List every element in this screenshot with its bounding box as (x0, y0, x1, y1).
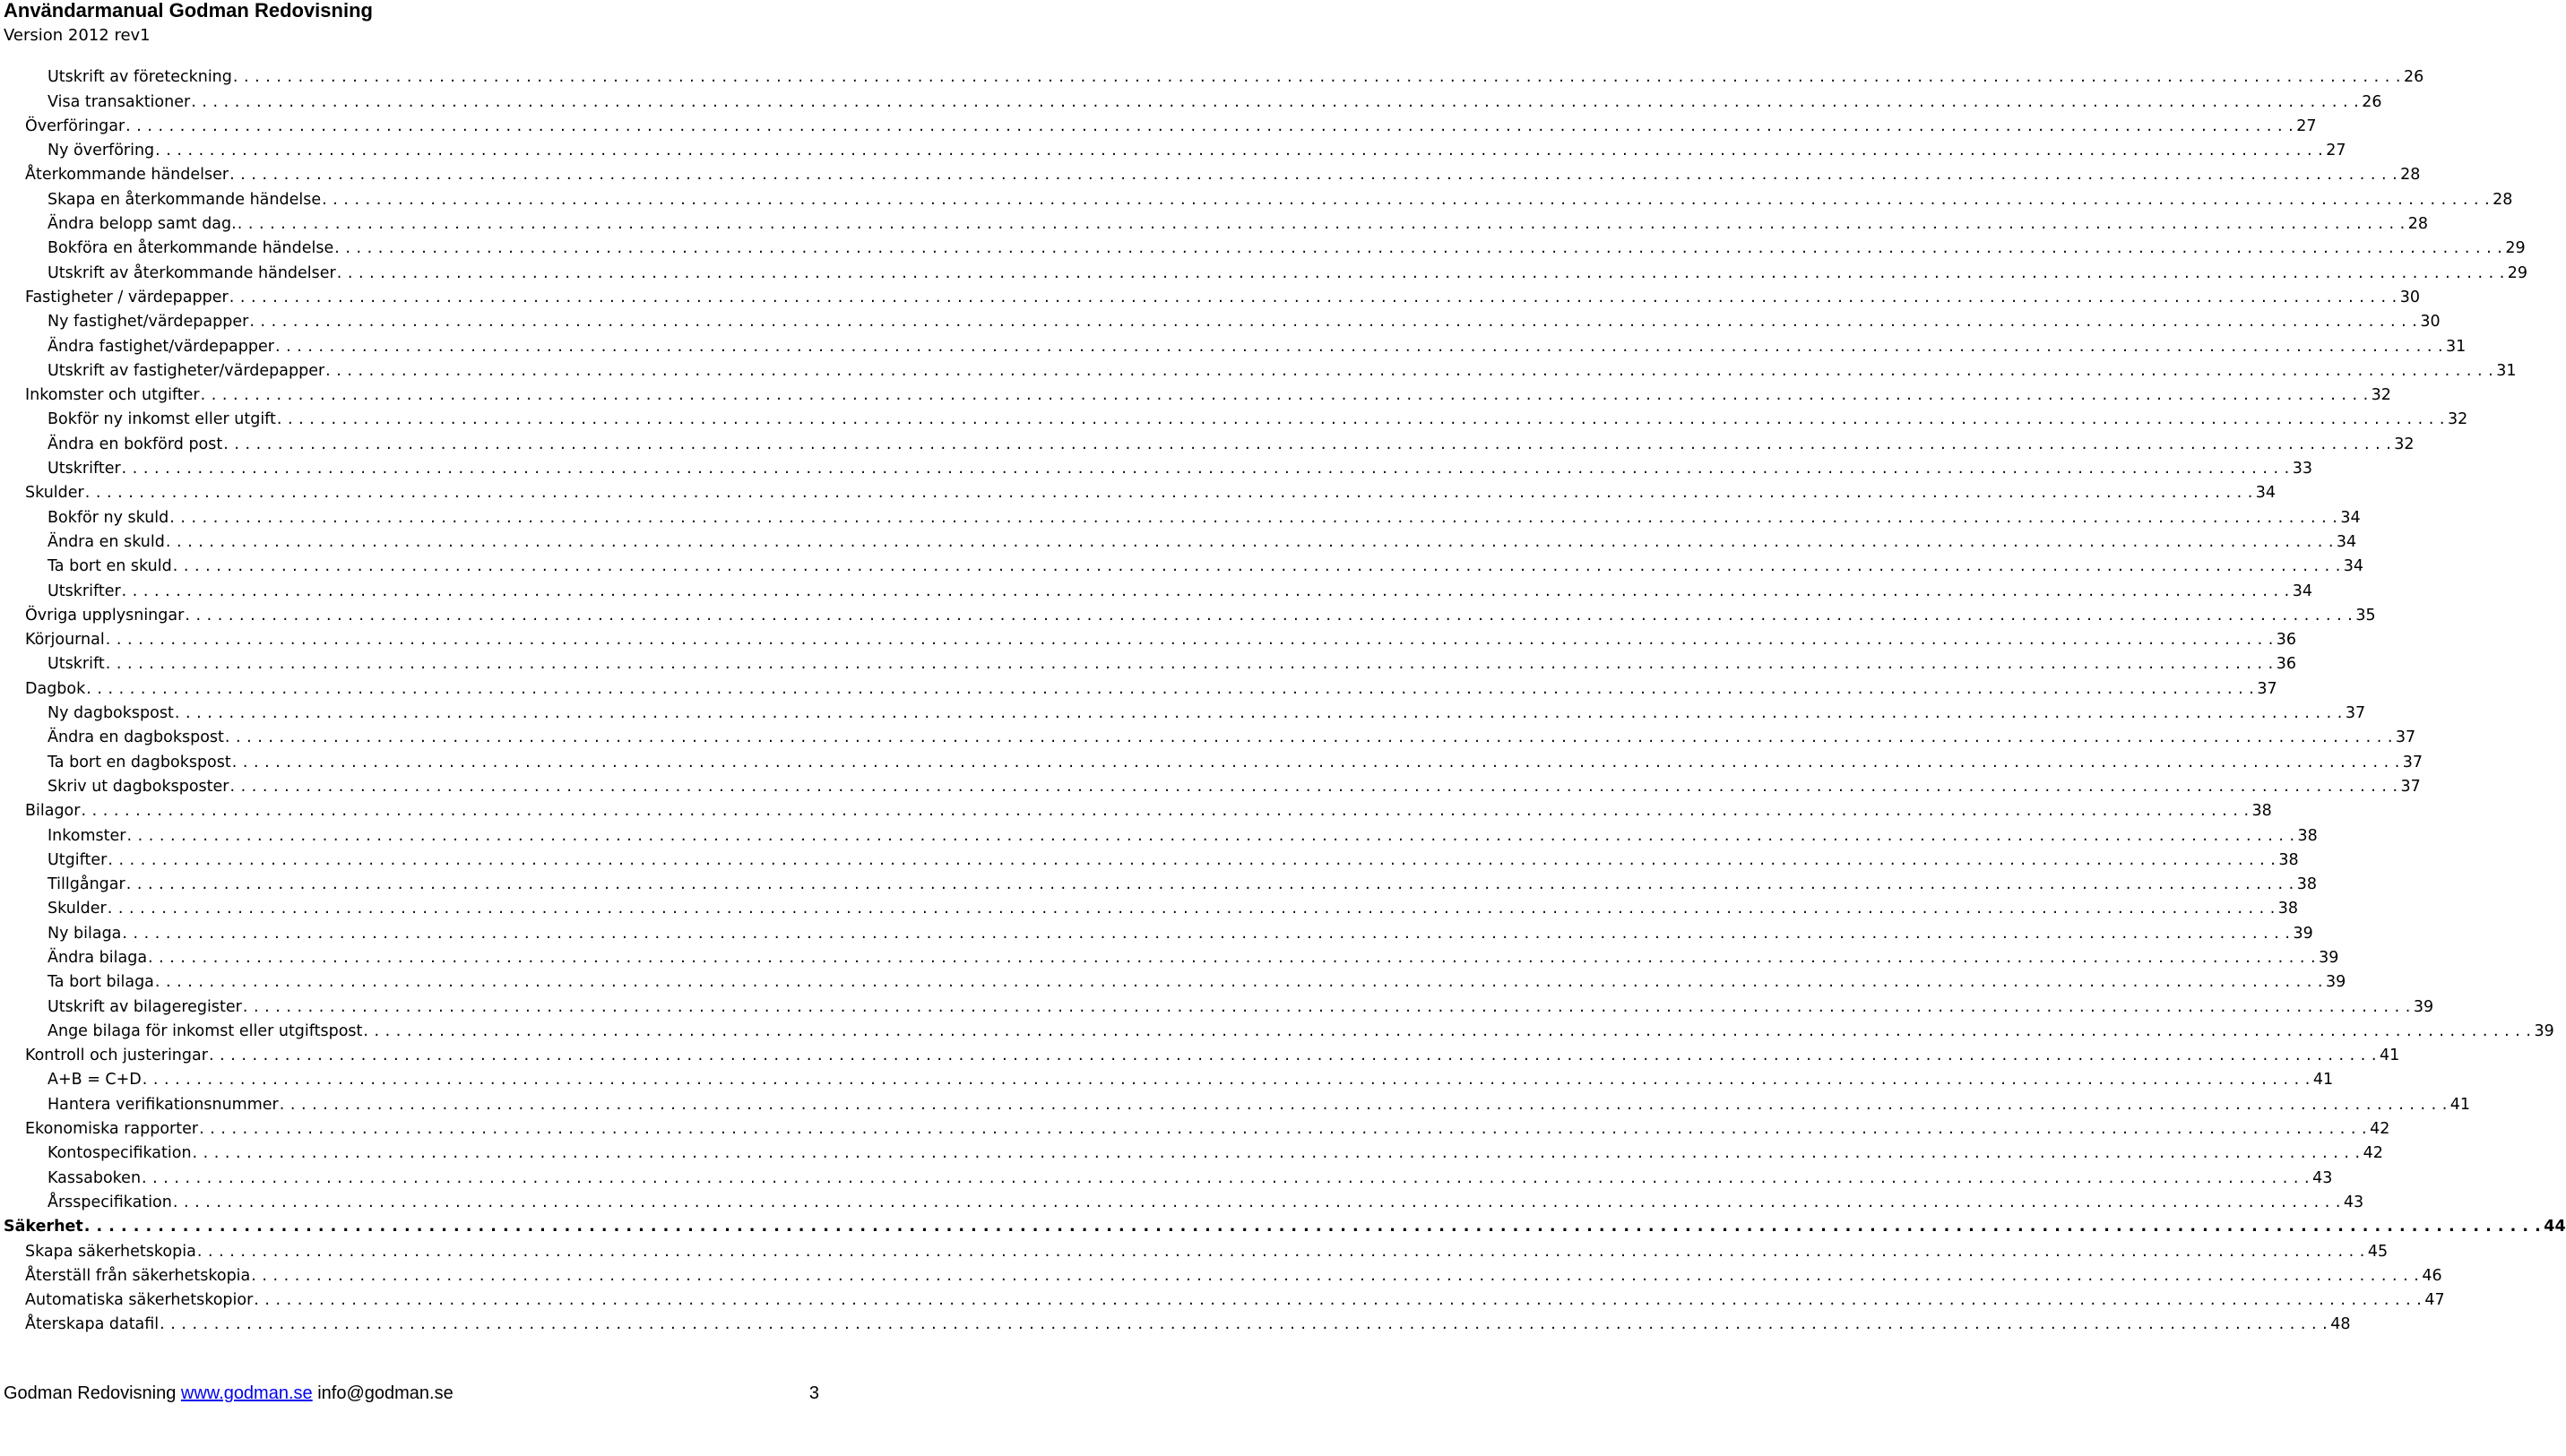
toc-dot-leader: . . . . . . . . . . . . . . . . . . . . . . . . . . . . . . . . . . . . . . . . . . . . . . . . . . . . . . . . . . . . . . . . . . . . . . . . . . . . . . . . . . . . . . . . . . . . . . . . . . . . . . . . . . . . . . . . . . . . . . . . . . . . . . . . . . . . . . . . . . . . . . . . . . . . . . . . . . . . . . . . . . . . . . . . . . . . . . . . . . . . . . . . . . . . . . . . . . . . . . . . (155, 142, 2324, 160)
toc-entry-label: Överföringar (25, 116, 125, 135)
toc-entry-page: 43 (2312, 1168, 2333, 1187)
toc-entry[interactable] (0, 332, 2467, 356)
toc-entry-label: Skapa säkerhetskopia (25, 1242, 196, 1261)
toc-entry[interactable] (0, 185, 2513, 209)
toc-entry[interactable] (0, 405, 2468, 429)
toc-dot-leader: . . . . . . . . . . . . . . . . . . . . . . . . . . . . . . . . . . . . . . . . . . . . . . . . . . . . . . . . . . . . . . . . . . . . . . . . . . . . . . . . . . . . . . . . . . . . . . . . . . . . . . . . . . . . . . . . . . . . . . . . . . . . . . . . . . . . . . . . . . . . . . . . . . . . . . . . . . . . . . . . . . . . . . . . . . . . . . . . . . . . . . . . . . . . . . . . . . . . . . . . (121, 582, 2290, 600)
toc-entry-label: Bilagor (25, 802, 81, 821)
toc-entry-page: 32 (2447, 410, 2468, 429)
toc-dot-leader: . . . . . . . . . . . . . . . . . . . . . . . . . . . . . . . . . . . . . . . . . . . . . . . . . . . . . . . . . . . . . . . . . . . . . . . . . . . . . . . . . . . . . . . . . . . . . . . . . . . . . . . . . . . . . . . . . . . . . . . . . . . . . . . . . . . . . . . . . . . . . . . . . . . . . . . . . . . . . . . . . . . . . . . . . . . . . . . . . . . . . . . . . . . . . . . . . . . . . . . . (199, 1120, 2368, 1139)
toc-dot-leader: . . . . . . . . . . . . . . . . . . . . . . . . . . . . . . . . . . . . . . . . . . . . . . . . . . . . . . . . . . . . . . . . . . . . . . . . . . . . . . . . . . . . . . . . . . . . . . . . . . . . . . . . . . . . . . . . . . . . . . . . . . . . . . . . . . . . . . . . . . . . . . . . . . . . . . . . . . . . . . . . . . . . . . . . . . . . . . . . . . . . . . . . . . . . . . . . . . . . . . . . (191, 92, 2360, 111)
toc-entry[interactable] (0, 528, 2357, 552)
toc-entry-page: 28 (2400, 166, 2421, 185)
toc-entry[interactable] (0, 454, 2312, 478)
toc-entry-label: Tillgångar (48, 875, 125, 894)
toc-dot-leader: . . . . . . . . . . . . . . . . . . . . . . . . . . . . . . . . . . . . . . . . . . . . . . . . . . . . . . . . . . . . . . . . . . . . . . . . . . . . . . . . . . . . . . . . . . . . . . . . . . . . . . . . . . . . . . . . . . . . . . . . . . . . . . . . . . . . . . . . . . . . . . . . . . . . . . . . . . . . . . . . . . . . . . . . . . . . . . . . . . . . . . . . . . . . . . . . . . . . . . . . (160, 1315, 2328, 1334)
toc-dot-leader: . . . . . . . . . . . . . . . . . . . . . . . . . . . . . . . . . . . . . . . . . . . . . . . . . . . . . . . . . . . . . . . . . . . . . . . . . . . . . . . . . . . . . . . . . . . . . . . . . . . . . . . . . . . . . . . . . . . . . . . . . . . . . . . . . . . . . . . . . . . . . . . . . . . . . . . . . . . . . . . . . . . . . . . . . . . . . . . . . . . . . . . . . . . . . . . . . . . . . . . . (105, 631, 2274, 650)
toc-entry-page: 38 (2251, 802, 2272, 821)
footer-website-link[interactable]: www.godman.se (180, 1383, 313, 1403)
toc-entry[interactable] (0, 1090, 2471, 1114)
toc-entry[interactable] (0, 1262, 2442, 1286)
toc-entry[interactable] (0, 772, 2421, 797)
toc-entry-label: Ny bilaga (48, 924, 122, 943)
toc-dot-leader: . . . . . . . . . . . . . . . . . . . . . . . . . . . . . . . . . . . . . . . . . . . . . . . . . . . . . . . . . . . . . . . . . . . . . . . . . . . . . . . . . . . . . . . . . . . . . . . . . . . . . . . . . . . . . . . . . . . . . . . . . . . . . . . . . . . . . . . . . . . . . . . . . . . . . . . . . . . . . . . . . . . . . . . . . . . . . . . . . . . . . . . . . . . . . . . . . . . . . . . . (363, 1021, 2532, 1040)
toc-entry-page: 32 (2371, 386, 2391, 405)
toc-dot-leader: . . . . . . . . . . . . . . . . . . . . . . . . . . . . . . . . . . . . . . . . . . . . . . . . . . . . . . . . . . . . . . . . . . . . . . . . . . . . . . . . . . . . . . . . . . . . . . . . . . . . . . . . . . . . . . . . . . . . . . . . . . . . . . . . . . . . . . . . . . . . . . . . . . . . . . . . . . . . . . . . . . . . . . . . . . . . . . . . . . . . . . . . . . . . . . . . . . . . . . . . (232, 68, 2401, 87)
toc-dot-leader: . . . . . . . . . . . . . . . . . . . . . . . . . . . . . . . . . . . . . . . . . . . . . . . . . . . . . . . . . . . . . . . . . . . . . . . . . . . . . . . . . . . . . . . . . . . . . . . . . . . . . . . . . . . . . . . . . . . . . . . . . . . . . . . . . . . . . . . . . . . . . . . . . . . . . . . . . . . . . . . . . . . . . . . . . . . . . . . . . . . . . . . . . . . . . . . . . . . . . . . . (148, 948, 2317, 967)
toc-dot-leader: . . . . . . . . . . . . . . . . . . . . . . . . . . . . . . . . . . . . . . . . . . . . . . . . . . . . . . . . . . . . . . . . . . . . . . . . . . . . . . . . . . . . . . . . . . . . . . . . . . . . . . . . . . . . . . . . . . . . . . . . . . . . . . . . . . . . . . . . . . . . . . . . . . . . . . . . . . . . . . . . . . . . . . . . . . . . . . . . . . . . . . . . . . . . . . . . . . . . . . . . (125, 116, 2294, 135)
toc-entry[interactable] (0, 846, 2299, 870)
toc-entry-label: Ta bort en dagbokspost (48, 753, 231, 771)
toc-entry-label: Ta bort bilaga (48, 973, 154, 992)
toc-entry-page: 45 (2367, 1242, 2389, 1261)
toc-entry-page: 38 (2277, 900, 2299, 918)
toc-entry-label: Ändra belopp samt dag. (48, 215, 237, 234)
toc-entry-label: Säkerhet (4, 1218, 83, 1236)
toc-entry-label: Skriv ut dagboksposter (48, 777, 229, 796)
toc-entry[interactable] (0, 160, 2421, 185)
toc-dot-leader: . . . . . . . . . . . . . . . . . . . . . . . . . . . . . . . . . . . . . . . . . . . . . . . . . . . . . . . . . . . . . . . . . . . . . . . . . . . . . . . . . . . . . . . . . . . . . . . . . . . . . . . . . . . . . . . . . . . . . . . . . . . . . . . . . . . . . . . . . . . . . . . . . . . . . . . . . . . . . . . . . . . . . . . . . . . . . . . . . . . . . . . . . . . . . . . . . . . . . . . . (169, 508, 2338, 527)
toc-entry-label: Kontospecifikation (48, 1144, 192, 1163)
toc-dot-leader: . . . . . . . . . . . . . . . . . . . . . . . . . . . . . . . . . . . . . . . . . . . . . . . . . . . . . . . . . . . . . . . . . . . . . . . . . . . . . . . . . . . . . . . . . . . . . . . . . . . . . . . . . . . . . . . . . . . . . . . . . . . . . . . . . . . . . . . . . . . . . . . . . . . . . . . . . . . . . . . . . . . . . . . . . . . . . . . . . . . . . . . . . . . . . . . . . . . . . . . . (105, 655, 2274, 674)
toc-entry[interactable] (0, 478, 2277, 503)
toc-dot-leader: . . . . . . . . . . . . . . . . . . . . . . . . . . . . . . . . . . . . . . . . . . . . . . . . . . . . . . . . . . . . . . . . . . . . . . . . . . . . . . . . . . . . . . . . . . . . . . . . . . . . . . . . . . . . . . . . . . . . . . . . . . . . . . . . . . . . . . . . . . . . . . . . . . . . . . . . . . . . . . . . . . . . . . . . . . . . . . . . . . . . . . . . . . . . . . . . . . . . . . . . (229, 288, 2398, 306)
toc-entry-label: Inkomster (48, 826, 126, 845)
toc-entry-label: Utskrift av företeckning (48, 68, 232, 87)
toc-dot-leader: . . . . . . . . . . . . . . . . . . . . . . . . . . . . . . . . . . . . . . . . . . . . . . . . . . . . . . . . . . . . . . . . . . . . . . . . . . . . . . . . . . . . . . . . . . . . . . . . . . . . . . . . . . . . . . . . . . . . . . . . . . . . . . . . . . . . . . . . . . . . . . . . . . . . . . . . . . . . . . . . . . . . . . . . . . . . . . . . . . . . . . . . . . . . . . . . . . . . . . . . (254, 1291, 2423, 1310)
toc-entry-label: Utskrifter (48, 460, 121, 478)
toc-entry-label: Övriga upplysningar (25, 606, 185, 625)
toc-entry[interactable] (0, 576, 2312, 600)
toc-dot-leader: . . . . . . . . . . . . . . . . . . . . . . . . . . . . . . . . . . . . . . . . . . . . . . . . . . . . . . . . . . . . . . . . . . . . . . . . . . . . . . . . . . . . . . . . . . . . . . . . . . . . . . . . . . . . . . . . . . . . . . . . . . . . . . . . . . . . . . . . . . . . . . . . . . . . . . . . . . . . . . . . . . . . . . . . . . . . . . . . . . . . . . . . . . . . . . . . . . . . . . . . (142, 1168, 2311, 1187)
toc-entry[interactable] (0, 503, 2361, 527)
toc-dot-leader: . . . . . . . . . . . . . . . . . . . . . . . . . . . . . . . . . . . . . . . . . . . . . . . . . . . . . . . . . . . . . . . . . . . . . . . . . . . . . . . . . . . . . . . . . . . . . . . . . . . . . . . . . . . . . . . . . . . . . . . . . . . . . . . . . . . . . . . . . . . . . . . . . . . . . . . . . . . . . . . . . . . . . . . . . . . . . . . . . . . . . . . . . . . . . . . . . . . . . . . . (242, 997, 2411, 1016)
toc-dot-leader: . . . . . . . . . . . . . . . . . . . . . . . . . . . . . . . . . . . . . . . . . . . . . . . . . . . . . . . . . . . . . . . . . . . . . . . . . . . . . . . . . . . . . . . . . . . . . . . . . . . . . . . . . . . . . . . . . . . . . . . . . . . . . . . . . . . . . . . . . . . . . . . . . . . . . . . . . . . . . . . . . . . . . . . . . . . . . . . . . . . . . . . . . . . . . . . . . . . . . . . . (229, 777, 2398, 796)
toc-entry[interactable] (0, 210, 2429, 234)
toc-entry-label: Ange bilaga för inkomst eller utgiftspost (48, 1021, 363, 1040)
toc-entry-label: Utskrift (48, 655, 105, 674)
toc-entry-label: Ändra en skuld (48, 532, 165, 551)
toc-entry[interactable] (0, 918, 2313, 943)
toc-entry[interactable] (0, 112, 2317, 136)
toc-entry-page: 34 (2340, 508, 2361, 527)
toc-entry-label: Skapa en återkommande händelse (48, 190, 322, 209)
toc-entry-page: 38 (2297, 826, 2318, 845)
toc-entry[interactable] (0, 136, 2346, 160)
toc-dot-leader: . . . . . . . . . . . . . . . . . . . . . . . . . . . . . . . . . . . . . . . . . . . . . . . . . . . . . . . . . . . . . . . . . . . . . . . . . . . . . . . . . . . . . . . . . . . . . . . . . . . . . . . . . . . . . . . . . . . . . . . . . . . . . . . . . . . . . . . . . . . . . . . . . . . . . . . . . . . . . . . . . . . . . . . . . . . . . . . . . . . . . . . . . . . . . . . . . . . . . . . . (83, 1218, 2542, 1236)
toc-entry-page: 46 (2422, 1266, 2442, 1285)
toc-entry[interactable] (0, 1065, 2334, 1090)
table-of-contents (0, 63, 2566, 1334)
toc-entry-page: 47 (2424, 1291, 2445, 1310)
toc-entry-page: 42 (2370, 1120, 2390, 1139)
toc-entry-page: 37 (2395, 728, 2416, 747)
toc-entry-label: Ny överföring (48, 142, 155, 160)
toc-entry[interactable] (0, 992, 2434, 1016)
toc-entry-label: Årsspecifikation (48, 1193, 172, 1211)
toc-entry-page: 38 (2278, 850, 2299, 869)
toc-entry-page: 39 (2413, 997, 2434, 1016)
toc-entry-page: 36 (2276, 655, 2297, 674)
toc-entry[interactable] (0, 283, 2421, 307)
toc-entry[interactable] (0, 258, 2528, 282)
toc-entry[interactable] (0, 1041, 2400, 1065)
footer-company: Godman Redovisning (4, 1383, 177, 1403)
footer-email: info@godman.se (317, 1383, 454, 1403)
toc-entry[interactable] (0, 1188, 2364, 1212)
toc-entry-page: 39 (2325, 973, 2346, 992)
toc-entry-page: 34 (2292, 582, 2312, 600)
toc-entry-label: Kassaboken (48, 1168, 142, 1187)
toc-entry-label: Utgifter (48, 850, 108, 869)
toc-dot-leader: . . . . . . . . . . . . . . . . . . . . . . . . . . . . . . . . . . . . . . . . . . . . . . . . . . . . . . . . . . . . . . . . . . . . . . . . . . . . . . . . . . . . . . . . . . . . . . . . . . . . . . . . . . . . . . . . . . . . . . . . . . . . . . . . . . . . . . . . . . . . . . . . . . . . . . . . . . . . . . . . . . . . . . . . . . . . . . . . . . . . . . . . . . . . . . . . . . . . . . . . (251, 1266, 2420, 1285)
toc-entry[interactable] (0, 307, 2441, 332)
toc-entry-page: 39 (2319, 948, 2339, 967)
toc-entry-page: 29 (2507, 263, 2528, 282)
toc-entry-page: 31 (2446, 337, 2467, 356)
toc-entry-page: 42 (2363, 1144, 2383, 1163)
toc-entry-label: Återkommande händelser (25, 166, 229, 185)
toc-dot-leader: . . . . . . . . . . . . . . . . . . . . . . . . . . . . . . . . . . . . . . . . . . . . . . . . . . . . . . . . . . . . . . . . . . . . . . . . . . . . . . . . . . . . . . . . . . . . . . . . . . . . . . . . . . . . . . . . . . . . . . . . . . . . . . . . . . . . . . . . . . . . . . . . . . . . . . . . . . . . . . . . . . . . . . . . . . . . . . . . . . . . . . . . . . . . . . . . . . . . . . . . (231, 753, 2400, 771)
toc-entry-label: Bokför ny skuld (48, 508, 169, 527)
toc-entry[interactable] (0, 1212, 2566, 1236)
toc-entry-page: 31 (2496, 361, 2517, 380)
toc-entry-page: 34 (2255, 484, 2277, 503)
toc-entry[interactable] (0, 699, 2366, 723)
toc-dot-leader: . . . . . . . . . . . . . . . . . . . . . . . . . . . . . . . . . . . . . . . . . . . . . . . . . . . . . . . . . . . . . . . . . . . . . . . . . . . . . . . . . . . . . . . . . . . . . . . . . . . . . . . . . . . . . . . . . . . . . . . . . . . . . . . . . . . . . . . . . . . . . . . . . . . . . . . . . . . . . . . . . . . . . . . . . . . . . . . . . . . . . . . . . . . . . . . . . . . . . . . . (237, 215, 2406, 234)
toc-dot-leader: . . . . . . . . . . . . . . . . . . . . . . . . . . . . . . . . . . . . . . . . . . . . . . . . . . . . . . . . . . . . . . . . . . . . . . . . . . . . . . . . . . . . . . . . . . . . . . . . . . . . . . . . . . . . . . . . . . . . . . . . . . . . . . . . . . . . . . . . . . . . . . . . . . . . . . . . . . . . . . . . . . . . . . . . . . . . . . . . . . . . . . . . . . . . . . . . . . . . . . . . (336, 263, 2505, 282)
toc-entry[interactable] (0, 625, 2297, 650)
toc-entry-page: 39 (2293, 924, 2313, 943)
toc-dot-leader: . . . . . . . . . . . . . . . . . . . . . . . . . . . . . . . . . . . . . . . . . . . . . . . . . . . . . . . . . . . . . . . . . . . . . . . . . . . . . . . . . . . . . . . . . . . . . . . . . . . . . . . . . . . . . . . . . . . . . . . . . . . . . . . . . . . . . . . . . . . . . . . . . . . . . . . . . . . . . . . . . . . . . . . . . . . . . . . . . . . . . . . . . . . . . . . . . . . . . . . . (196, 1242, 2365, 1261)
toc-dot-leader: . . . . . . . . . . . . . . . . . . . . . . . . . . . . . . . . . . . . . . . . . . . . . . . . . . . . . . . . . . . . . . . . . . . . . . . . . . . . . . . . . . . . . . . . . . . . . . . . . . . . . . . . . . . . . . . . . . . . . . . . . . . . . . . . . . . . . . . . . . . . . . . . . . . . . . . . . . . . . . . . . . . . . . . . . . . . . . . . . . . . . . . . . . . . . . . . . . . . . . . . (165, 532, 2334, 551)
toc-entry-label: Kontroll och justeringar (25, 1047, 208, 1065)
toc-entry-label: Ekonomiska rapporter (25, 1120, 199, 1139)
toc-entry-page: 41 (2379, 1047, 2400, 1065)
toc-dot-leader: . . . . . . . . . . . . . . . . . . . . . . . . . . . . . . . . . . . . . . . . . . . . . . . . . . . . . . . . . . . . . . . . . . . . . . . . . . . . . . . . . . . . . . . . . . . . . . . . . . . . . . . . . . . . . . . . . . . . . . . . . . . . . . . . . . . . . . . . . . . . . . . . . . . . . . . . . . . . . . . . . . . . . . . . . . . . . . . . . . . . . . . . . . . . . . . . . . . . . . . . (126, 826, 2295, 845)
toc-entry-page: 43 (2343, 1193, 2364, 1211)
toc-entry-label: Utskrift av bilageregister (48, 997, 242, 1016)
toc-dot-leader: . . . . . . . . . . . . . . . . . . . . . . . . . . . . . . . . . . . . . . . . . . . . . . . . . . . . . . . . . . . . . . . . . . . . . . . . . . . . . . . . . . . . . . . . . . . . . . . . . . . . . . . . . . . . . . . . . . . . . . . . . . . . . . . . . . . . . . . . . . . . . . . . . . . . . . . . . . . . . . . . . . . . . . . . . . . . . . . . . . . . . . . . . . . . . . . . . . . . . . . . (84, 484, 2253, 503)
toc-entry-page: 27 (2296, 116, 2317, 135)
toc-entry-page: 26 (2362, 92, 2382, 111)
toc-dot-leader: . . . . . . . . . . . . . . . . . . . . . . . . . . . . . . . . . . . . . . . . . . . . . . . . . . . . . . . . . . . . . . . . . . . . . . . . . . . . . . . . . . . . . . . . . . . . . . . . . . . . . . . . . . . . . . . . . . . . . . . . . . . . . . . . . . . . . . . . . . . . . . . . . . . . . . . . . . . . . . . . . . . . . . . . . . . . . . . . . . . . . . . . . . . . . . . . . . . . . . . . (249, 313, 2418, 332)
toc-entry-page: 28 (2407, 215, 2429, 234)
toc-entry[interactable] (0, 1017, 2554, 1041)
toc-entry-label: A+B = C+D (48, 1071, 142, 1090)
toc-entry[interactable] (0, 234, 2526, 258)
toc-entry-page: 35 (2355, 606, 2376, 625)
toc-entry[interactable] (0, 968, 2346, 992)
toc-entry-label: Återställ från säkerhetskopia (25, 1266, 251, 1285)
toc-entry-page: 44 (2544, 1218, 2566, 1236)
toc-entry[interactable] (0, 1115, 2390, 1139)
toc-entry-label: Fastigheter / värdepapper (25, 288, 229, 306)
toc-entry-label: Ändra en bokförd post (48, 435, 223, 453)
toc-entry[interactable] (0, 894, 2299, 918)
toc-entry[interactable] (0, 63, 2424, 87)
toc-entry-label: Bokför ny inkomst eller utgift (48, 410, 276, 429)
toc-entry-page: 41 (2449, 1095, 2471, 1114)
toc-entry[interactable] (0, 650, 2297, 674)
toc-dot-leader: . . . . . . . . . . . . . . . . . . . . . . . . . . . . . . . . . . . . . . . . . . . . . . . . . . . . . . . . . . . . . . . . . . . . . . . . . . . . . . . . . . . . . . . . . . . . . . . . . . . . . . . . . . . . . . . . . . . . . . . . . . . . . . . . . . . . . . . . . . . . . . . . . . . . . . . . . . . . . . . . . . . . . . . . . . . . . . . . . . . . . . . . . . . . . . . . . . . . . . . . (185, 606, 2354, 625)
toc-entry[interactable] (0, 429, 2415, 453)
toc-entry-page: 27 (2326, 142, 2346, 160)
toc-dot-leader: . . . . . . . . . . . . . . . . . . . . . . . . . . . . . . . . . . . . . . . . . . . . . . . . . . . . . . . . . . . . . . . . . . . . . . . . . . . . . . . . . . . . . . . . . . . . . . . . . . . . . . . . . . . . . . . . . . . . . . . . . . . . . . . . . . . . . . . . . . . . . . . . . . . . . . . . . . . . . . . . . . . . . . . . . . . . . . . . . . . . . . . . . . . . . . . . . . . . . . . . (174, 704, 2343, 723)
toc-dot-leader: . . . . . . . . . . . . . . . . . . . . . . . . . . . . . . . . . . . . . . . . . . . . . . . . . . . . . . . . . . . . . . . . . . . . . . . . . . . . . . . . . . . . . . . . . . . . . . . . . . . . . . . . . . . . . . . . . . . . . . . . . . . . . . . . . . . . . . . . . . . . . . . . . . . . . . . . . . . . . . . . . . . . . . . . . . . . . . . . . . . . . . . . . . . . . . . . . . . . . . . . (274, 337, 2444, 356)
toc-entry-label: Visa transaktioner (48, 92, 191, 111)
toc-dot-leader: . . . . . . . . . . . . . . . . . . . . . . . . . . . . . . . . . . . . . . . . . . . . . . . . . . . . . . . . . . . . . . . . . . . . . . . . . . . . . . . . . . . . . . . . . . . . . . . . . . . . . . . . . . . . . . . . . . . . . . . . . . . . . . . . . . . . . . . . . . . . . . . . . . . . . . . . . . . . . . . . . . . . . . . . . . . . . . . . . . . . . . . . . . . . . . . . . . . . . . . . (125, 875, 2294, 894)
toc-dot-leader: . . . . . . . . . . . . . . . . . . . . . . . . . . . . . . . . . . . . . . . . . . . . . . . . . . . . . . . . . . . . . . . . . . . . . . . . . . . . . . . . . . . . . . . . . . . . . . . . . . . . . . . . . . . . . . . . . . . . . . . . . . . . . . . . . . . . . . . . . . . . . . . . . . . . . . . . . . . . . . . . . . . . . . . . . . . . . . . . . . . . . . . . . . . . . . . . . . . . . . . . (276, 410, 2445, 429)
toc-entry[interactable] (0, 747, 2423, 771)
toc-entry[interactable] (0, 381, 2391, 405)
toc-entry-page: 37 (2402, 753, 2423, 771)
toc-entry[interactable] (0, 1286, 2445, 1310)
toc-entry-label: Inkomster och utgifter (25, 386, 200, 405)
toc-entry[interactable] (0, 357, 2517, 381)
toc-dot-leader: . . . . . . . . . . . . . . . . . . . . . . . . . . . . . . . . . . . . . . . . . . . . . . . . . . . . . . . . . . . . . . . . . . . . . . . . . . . . . . . . . . . . . . . . . . . . . . . . . . . . . . . . . . . . . . . . . . . . . . . . . . . . . . . . . . . . . . . . . . . . . . . . . . . . . . . . . . . . . . . . . . . . . . . . . . . . . . . . . . . . . . . . . . . . . . . . . . . . . . . . (223, 435, 2392, 453)
page-header (4, 0, 373, 47)
toc-entry-page: 32 (2394, 435, 2415, 453)
toc-dot-leader: . . . . . . . . . . . . . . . . . . . . . . . . . . . . . . . . . . . . . . . . . . . . . . . . . . . . . . . . . . . . . . . . . . . . . . . . . . . . . . . . . . . . . . . . . . . . . . . . . . . . . . . . . . . . . . . . . . . . . . . . . . . . . . . . . . . . . . . . . . . . . . . . . . . . . . . . . . . . . . . . . . . . . . . . . . . . . . . . . . . . . . . . . . . . . . . . . . . . . . . . (121, 460, 2290, 478)
toc-entry[interactable] (0, 552, 2364, 576)
toc-dot-leader: . . . . . . . . . . . . . . . . . . . . . . . . . . . . . . . . . . . . . . . . . . . . . . . . . . . . . . . . . . . . . . . . . . . . . . . . . . . . . . . . . . . . . . . . . . . . . . . . . . . . . . . . . . . . . . . . . . . . . . . . . . . . . . . . . . . . . . . . . . . . . . . . . . . . . . . . . . . . . . . . . . . . . . . . . . . . . . . . . . . . . . . . . . . . . . . . . . . . . . . . (172, 557, 2341, 576)
toc-entry[interactable] (0, 1310, 2351, 1334)
toc-dot-leader: . . . . . . . . . . . . . . . . . . . . . . . . . . . . . . . . . . . . . . . . . . . . . . . . . . . . . . . . . . . . . . . . . . . . . . . . . . . . . . . . . . . . . . . . . . . . . . . . . . . . . . . . . . . . . . . . . . . . . . . . . . . . . . . . . . . . . . . . . . . . . . . . . . . . . . . . . . . . . . . . . . . . . . . . . . . . . . . . . . . . . . . . . . . . . . . . . . . . . . . . (86, 679, 2255, 698)
toc-entry[interactable] (0, 723, 2416, 747)
toc-entry[interactable] (0, 1139, 2383, 1163)
toc-entry-label: Ny dagbokspost (48, 704, 174, 723)
toc-entry[interactable] (0, 1236, 2389, 1261)
toc-dot-leader: . . . . . . . . . . . . . . . . . . . . . . . . . . . . . . . . . . . . . . . . . . . . . . . . . . . . . . . . . . . . . . . . . . . . . . . . . . . . . . . . . . . . . . . . . . . . . . . . . . . . . . . . . . . . . . . . . . . . . . . . . . . . . . . . . . . . . . . . . . . . . . . . . . . . . . . . . . . . . . . . . . . . . . . . . . . . . . . . . . . . . . . . . . . . . . . . . . . . . . . . (81, 802, 2250, 821)
toc-entry[interactable] (0, 797, 2272, 821)
toc-entry[interactable] (0, 87, 2382, 111)
toc-entry-page: 37 (2257, 679, 2277, 698)
toc-entry-label: Ändra en dagbokspost (48, 728, 224, 747)
toc-entry-page: 38 (2296, 875, 2318, 894)
toc-entry-label: Ändra bilaga (48, 948, 148, 967)
toc-entry-page: 37 (2345, 704, 2366, 723)
toc-entry-label: Skulder (48, 900, 107, 918)
toc-entry-label: Körjournal (25, 631, 105, 650)
toc-dot-leader: . . . . . . . . . . . . . . . . . . . . . . . . . . . . . . . . . . . . . . . . . . . . . . . . . . . . . . . . . . . . . . . . . . . . . . . . . . . . . . . . . . . . . . . . . . . . . . . . . . . . . . . . . . . . . . . . . . . . . . . . . . . . . . . . . . . . . . . . . . . . . . . . . . . . . . . . . . . . . . . . . . . . . . . . . . . . . . . . . . . . . . . . . . . . . . . . . . . . . . . . (229, 166, 2398, 185)
toc-entry-label: Ta bort en skuld (48, 557, 172, 576)
toc-entry-page: 34 (2343, 557, 2364, 576)
toc-entry-page: 37 (2400, 777, 2421, 796)
toc-entry-page: 29 (2505, 239, 2526, 258)
toc-entry-page: 30 (2399, 288, 2421, 306)
toc-entry-page: 41 (2312, 1071, 2334, 1090)
toc-dot-leader: . . . . . . . . . . . . . . . . . . . . . . . . . . . . . . . . . . . . . . . . . . . . . . . . . . . . . . . . . . . . . . . . . . . . . . . . . . . . . . . . . . . . . . . . . . . . . . . . . . . . . . . . . . . . . . . . . . . . . . . . . . . . . . . . . . . . . . . . . . . . . . . . . . . . . . . . . . . . . . . . . . . . . . . . . . . . . . . . . . . . . . . . . . . . . . . . . . . . . . . . (224, 728, 2393, 747)
toc-entry-label: Ändra fastighet/värdepapper (48, 337, 274, 356)
toc-entry-label: Återskapa datafil (25, 1315, 160, 1334)
toc-entry-label: Skulder (25, 484, 84, 503)
toc-entry[interactable] (0, 674, 2277, 698)
toc-entry-label: Utskrifter (48, 582, 121, 600)
toc-dot-leader: . . . . . . . . . . . . . . . . . . . . . . . . . . . . . . . . . . . . . . . . . . . . . . . . . . . . . . . . . . . . . . . . . . . . . . . . . . . . . . . . . . . . . . . . . . . . . . . . . . . . . . . . . . . . . . . . . . . . . . . . . . . . . . . . . . . . . . . . . . . . . . . . . . . . . . . . . . . . . . . . . . . . . . . . . . . . . . . . . . . . . . . . . . . . . . . . . . . . . . . . (334, 239, 2503, 258)
toc-entry-page: 30 (2420, 313, 2441, 332)
toc-entry[interactable] (0, 1163, 2333, 1187)
toc-dot-leader: . . . . . . . . . . . . . . . . . . . . . . . . . . . . . . . . . . . . . . . . . . . . . . . . . . . . . . . . . . . . . . . . . . . . . . . . . . . . . . . . . . . . . . . . . . . . . . . . . . . . . . . . . . . . . . . . . . . . . . . . . . . . . . . . . . . . . . . . . . . . . . . . . . . . . . . . . . . . . . . . . . . . . . . . . . . . . . . . . . . . . . . . . . . . . . . . . . . . . . . . (172, 1193, 2341, 1211)
toc-entry-page: 39 (2534, 1021, 2554, 1040)
toc-entry-label: Utskrift av återkommande händelser (48, 263, 336, 282)
toc-dot-leader: . . . . . . . . . . . . . . . . . . . . . . . . . . . . . . . . . . . . . . . . . . . . . . . . . . . . . . . . . . . . . . . . . . . . . . . . . . . . . . . . . . . . . . . . . . . . . . . . . . . . . . . . . . . . . . . . . . . . . . . . . . . . . . . . . . . . . . . . . . . . . . . . . . . . . . . . . . . . . . . . . . . . . . . . . . . . . . . . . . . . . . . . . . . . . . . . . . . . . . . . (122, 924, 2291, 943)
toc-entry-label: Hantera verifikationsnummer (48, 1095, 279, 1114)
toc-entry[interactable] (0, 943, 2339, 968)
toc-dot-leader: . . . . . . . . . . . . . . . . . . . . . . . . . . . . . . . . . . . . . . . . . . . . . . . . . . . . . . . . . . . . . . . . . . . . . . . . . . . . . . . . . . . . . . . . . . . . . . . . . . . . . . . . . . . . . . . . . . . . . . . . . . . . . . . . . . . . . . . . . . . . . . . . . . . . . . . . . . . . . . . . . . . . . . . . . . . . . . . . . . . . . . . . . . . . . . . . . . . . . . . . (200, 386, 2369, 405)
toc-entry-label: Dagbok (25, 679, 86, 698)
document-title: Användarmanual Godman Redovisning (4, 0, 373, 22)
toc-dot-leader: . . . . . . . . . . . . . . . . . . . . . . . . . . . . . . . . . . . . . . . . . . . . . . . . . . . . . . . . . . . . . . . . . . . . . . . . . . . . . . . . . . . . . . . . . . . . . . . . . . . . . . . . . . . . . . . . . . . . . . . . . . . . . . . . . . . . . . . . . . . . . . . . . . . . . . . . . . . . . . . . . . . . . . . . . . . . . . . . . . . . . . . . . . . . . . . . . . . . . . . . (154, 973, 2323, 992)
page-footer (4, 1383, 819, 1404)
toc-entry[interactable] (0, 601, 2376, 625)
toc-entry-page: 48 (2330, 1315, 2351, 1334)
toc-entry-page: 34 (2336, 532, 2357, 551)
toc-entry-page: 33 (2292, 460, 2312, 478)
toc-dot-leader: . . . . . . . . . . . . . . . . . . . . . . . . . . . . . . . . . . . . . . . . . . . . . . . . . . . . . . . . . . . . . . . . . . . . . . . . . . . . . . . . . . . . . . . . . . . . . . . . . . . . . . . . . . . . . . . . . . . . . . . . . . . . . . . . . . . . . . . . . . . . . . . . . . . . . . . . . . . . . . . . . . . . . . . . . . . . . . . . . . . . . . . . . . . . . . . . . . . . . . . . (325, 361, 2494, 380)
toc-dot-leader: . . . . . . . . . . . . . . . . . . . . . . . . . . . . . . . . . . . . . . . . . . . . . . . . . . . . . . . . . . . . . . . . . . . . . . . . . . . . . . . . . . . . . . . . . . . . . . . . . . . . . . . . . . . . . . . . . . . . . . . . . . . . . . . . . . . . . . . . . . . . . . . . . . . . . . . . . . . . . . . . . . . . . . . . . . . . . . . . . . . . . . . . . . . . . . . . . . . . . . . . (279, 1095, 2448, 1114)
toc-entry-page: 26 (2403, 68, 2424, 87)
toc-dot-leader: . . . . . . . . . . . . . . . . . . . . . . . . . . . . . . . . . . . . . . . . . . . . . . . . . . . . . . . . . . . . . . . . . . . . . . . . . . . . . . . . . . . . . . . . . . . . . . . . . . . . . . . . . . . . . . . . . . . . . . . . . . . . . . . . . . . . . . . . . . . . . . . . . . . . . . . . . . . . . . . . . . . . . . . . . . . . . . . . . . . . . . . . . . . . . . . . . . . . . . . . (108, 850, 2277, 869)
toc-entry-label: Utskrift av fastigheter/värdepapper (48, 361, 325, 380)
toc-entry-page: 28 (2493, 190, 2513, 209)
toc-entry-label: Automatiska säkerhetskopior (25, 1291, 254, 1310)
toc-dot-leader: . . . . . . . . . . . . . . . . . . . . . . . . . . . . . . . . . . . . . . . . . . . . . . . . . . . . . . . . . . . . . . . . . . . . . . . . . . . . . . . . . . . . . . . . . . . . . . . . . . . . . . . . . . . . . . . . . . . . . . . . . . . . . . . . . . . . . . . . . . . . . . . . . . . . . . . . . . . . . . . . . . . . . . . . . . . . . . . . . . . . . . . . . . . . . . . . . . . . . . . . (322, 190, 2491, 209)
toc-dot-leader: . . . . . . . . . . . . . . . . . . . . . . . . . . . . . . . . . . . . . . . . . . . . . . . . . . . . . . . . . . . . . . . . . . . . . . . . . . . . . . . . . . . . . . . . . . . . . . . . . . . . . . . . . . . . . . . . . . . . . . . . . . . . . . . . . . . . . . . . . . . . . . . . . . . . . . . . . . . . . . . . . . . . . . . . . . . . . . . . . . . . . . . . . . . . . . . . . . . . . . . . (208, 1047, 2377, 1065)
toc-entry-label: Bokföra en återkommande händelse (48, 239, 334, 258)
toc-entry[interactable] (0, 870, 2318, 894)
toc-dot-leader: . . . . . . . . . . . . . . . . . . . . . . . . . . . . . . . . . . . . . . . . . . . . . . . . . . . . . . . . . . . . . . . . . . . . . . . . . . . . . . . . . . . . . . . . . . . . . . . . . . . . . . . . . . . . . . . . . . . . . . . . . . . . . . . . . . . . . . . . . . . . . . . . . . . . . . . . . . . . . . . . . . . . . . . . . . . . . . . . . . . . . . . . . . . . . . . . . . . . . . . . (107, 900, 2276, 918)
footer-page-number: 3 (808, 1383, 819, 1403)
toc-entry[interactable] (0, 821, 2318, 845)
document-version: Version 2012 rev1 (4, 26, 151, 45)
toc-entry-label: Ny fastighet/värdepapper (48, 313, 249, 332)
toc-dot-leader: . . . . . . . . . . . . . . . . . . . . . . . . . . . . . . . . . . . . . . . . . . . . . . . . . . . . . . . . . . . . . . . . . . . . . . . . . . . . . . . . . . . . . . . . . . . . . . . . . . . . . . . . . . . . . . . . . . . . . . . . . . . . . . . . . . . . . . . . . . . . . . . . . . . . . . . . . . . . . . . . . . . . . . . . . . . . . . . . . . . . . . . . . . . . . . . . . . . . . . . . (192, 1144, 2361, 1163)
toc-dot-leader: . . . . . . . . . . . . . . . . . . . . . . . . . . . . . . . . . . . . . . . . . . . . . . . . . . . . . . . . . . . . . . . . . . . . . . . . . . . . . . . . . . . . . . . . . . . . . . . . . . . . . . . . . . . . . . . . . . . . . . . . . . . . . . . . . . . . . . . . . . . . . . . . . . . . . . . . . . . . . . . . . . . . . . . . . . . . . . . . . . . . . . . . . . . . . . . . . . . . . . . . (142, 1071, 2311, 1090)
toc-entry-page: 36 (2276, 631, 2297, 650)
